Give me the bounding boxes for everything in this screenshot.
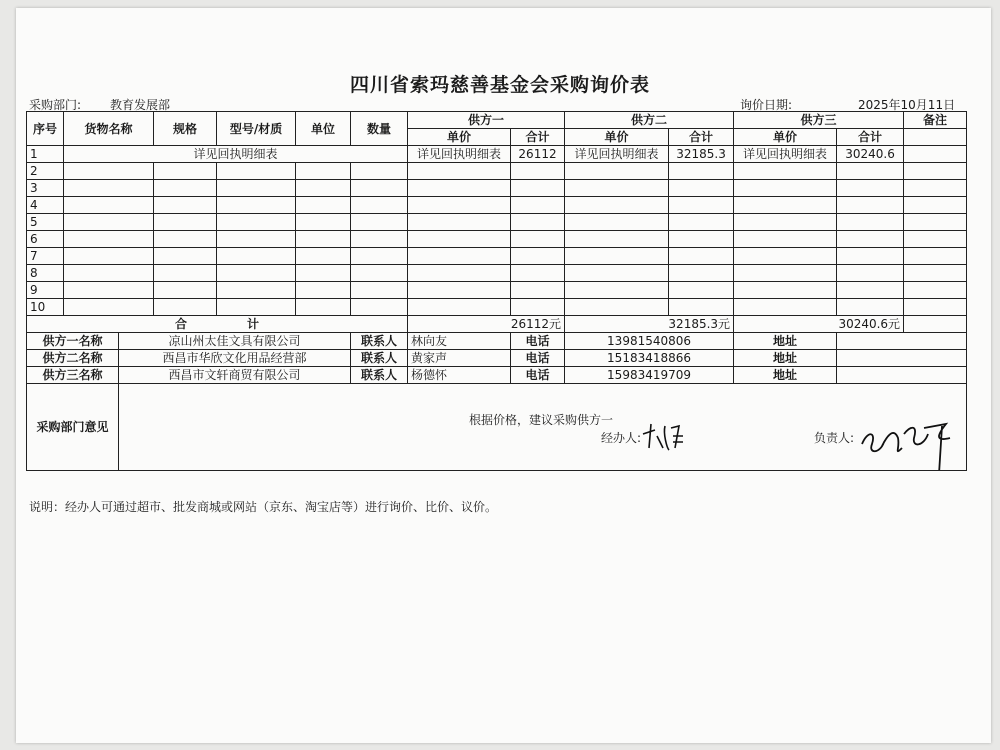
handler-signature — [639, 418, 689, 454]
row-seq: 9 — [27, 282, 64, 299]
form-title: 四川省索玛慈善基金会采购询价表 — [349, 74, 650, 96]
dept-value: 教育发展部 — [110, 98, 171, 112]
supplier-2-contact: 黄家声 — [408, 350, 511, 367]
col-s1-total: 合计 — [511, 129, 565, 146]
col-s3-price: 单价 — [734, 129, 837, 146]
table-row — [27, 180, 967, 197]
responsible-label: 负责人: — [814, 431, 855, 445]
sum-supplier-2: 32185.3元 — [565, 316, 734, 333]
supplier-1-addr-label: 地址 — [734, 333, 837, 350]
col-s1-price: 单价 — [408, 129, 511, 146]
footnote: 说明：经办人可通过超市、批发商城或网站（京东、淘宝店等）进行询价、比价、议价。 — [29, 500, 498, 514]
row-seq: 2 — [27, 163, 64, 180]
table-row — [27, 265, 967, 282]
supplier-3-contact: 杨德怀 — [408, 367, 511, 384]
row-seq: 3 — [27, 180, 64, 197]
inquiry-table — [26, 111, 967, 471]
table-row — [27, 214, 967, 231]
table-row — [27, 282, 967, 299]
row-seq: 10 — [27, 299, 64, 316]
supplier-3-phone-label: 电话 — [511, 367, 565, 384]
date-value: 2025年10月11日 — [858, 98, 956, 112]
table-row — [27, 299, 967, 316]
supplier-row — [27, 367, 967, 384]
supplier-row — [27, 333, 967, 350]
row-s2-total: 32185.3 — [669, 146, 734, 163]
supplier-2-label: 供方二名称 — [27, 350, 119, 367]
sum-row — [27, 316, 967, 333]
header-row-1 — [27, 112, 967, 129]
supplier-3-name: 西昌市文轩商贸有限公司 — [119, 367, 351, 384]
opinion-text: 根据价格，建议采购供方一 — [469, 413, 614, 427]
row-seq: 5 — [27, 214, 64, 231]
col-unit: 单位 — [296, 112, 351, 146]
opinion-label: 采购部门意见 — [27, 384, 119, 471]
row-seq: 6 — [27, 231, 64, 248]
handler-label: 经办人: — [601, 431, 642, 445]
supplier-1-contact: 林向友 — [408, 333, 511, 350]
supplier-3-addr-label: 地址 — [734, 367, 837, 384]
sum-supplier-3: 30240.6元 — [734, 316, 904, 333]
table-row — [27, 248, 967, 265]
col-s2-total: 合计 — [669, 129, 734, 146]
supplier-1-contact-label: 联系人 — [351, 333, 408, 350]
responsible-signature — [854, 404, 964, 471]
col-qty: 数量 — [351, 112, 408, 146]
sum-supplier-1: 26112元 — [408, 316, 565, 333]
supplier-1-phone-label: 电话 — [511, 333, 565, 350]
supplier-2-phone: 15183418866 — [565, 350, 734, 367]
supplier-3-contact-label: 联系人 — [351, 367, 408, 384]
row-s2-price: 详见回执明细表 — [565, 146, 669, 163]
col-spec: 规格 — [154, 112, 217, 146]
supplier-1-phone: 13981540806 — [565, 333, 734, 350]
row-s3-total: 30240.6 — [837, 146, 904, 163]
row-seq: 7 — [27, 248, 64, 265]
table-row — [27, 231, 967, 248]
row-seq: 8 — [27, 265, 64, 282]
dept-label: 采购部门: — [29, 98, 82, 112]
col-supplier-3: 供方三 — [734, 112, 904, 129]
col-s3-total: 合计 — [837, 129, 904, 146]
supplier-2-contact-label: 联系人 — [351, 350, 408, 367]
opinion-cell — [119, 384, 967, 471]
supplier-row — [27, 350, 967, 367]
col-goods-name: 货物名称 — [64, 112, 154, 146]
supplier-2-addr-label: 地址 — [734, 350, 837, 367]
table-row — [27, 163, 967, 180]
supplier-3-phone: 15983419709 — [565, 367, 734, 384]
table-row — [27, 146, 967, 163]
row-item: 详见回执明细表 — [64, 146, 408, 163]
sum-label: 合 计 — [27, 316, 408, 333]
date-label: 询价日期: — [740, 98, 793, 112]
row-seq: 4 — [27, 197, 64, 214]
supplier-1-name: 凉山州太佳文具有限公司 — [119, 333, 351, 350]
col-s2-price: 单价 — [565, 129, 669, 146]
row-s1-total: 26112 — [511, 146, 565, 163]
col-supplier-2: 供方二 — [565, 112, 734, 129]
col-seq: 序号 — [27, 112, 64, 146]
opinion-row — [27, 384, 967, 471]
supplier-2-phone-label: 电话 — [511, 350, 565, 367]
row-s1-price: 详见回执明细表 — [408, 146, 511, 163]
col-supplier-1: 供方一 — [408, 112, 565, 129]
row-s3-price: 详见回执明细表 — [734, 146, 837, 163]
supplier-1-label: 供方一名称 — [27, 333, 119, 350]
col-remark: 备注 — [904, 112, 967, 129]
col-model: 型号/材质 — [217, 112, 296, 146]
supplier-2-name: 西昌市华欣文化用品经营部 — [119, 350, 351, 367]
supplier-3-label: 供方三名称 — [27, 367, 119, 384]
table-row — [27, 197, 967, 214]
row-seq: 1 — [27, 146, 64, 163]
